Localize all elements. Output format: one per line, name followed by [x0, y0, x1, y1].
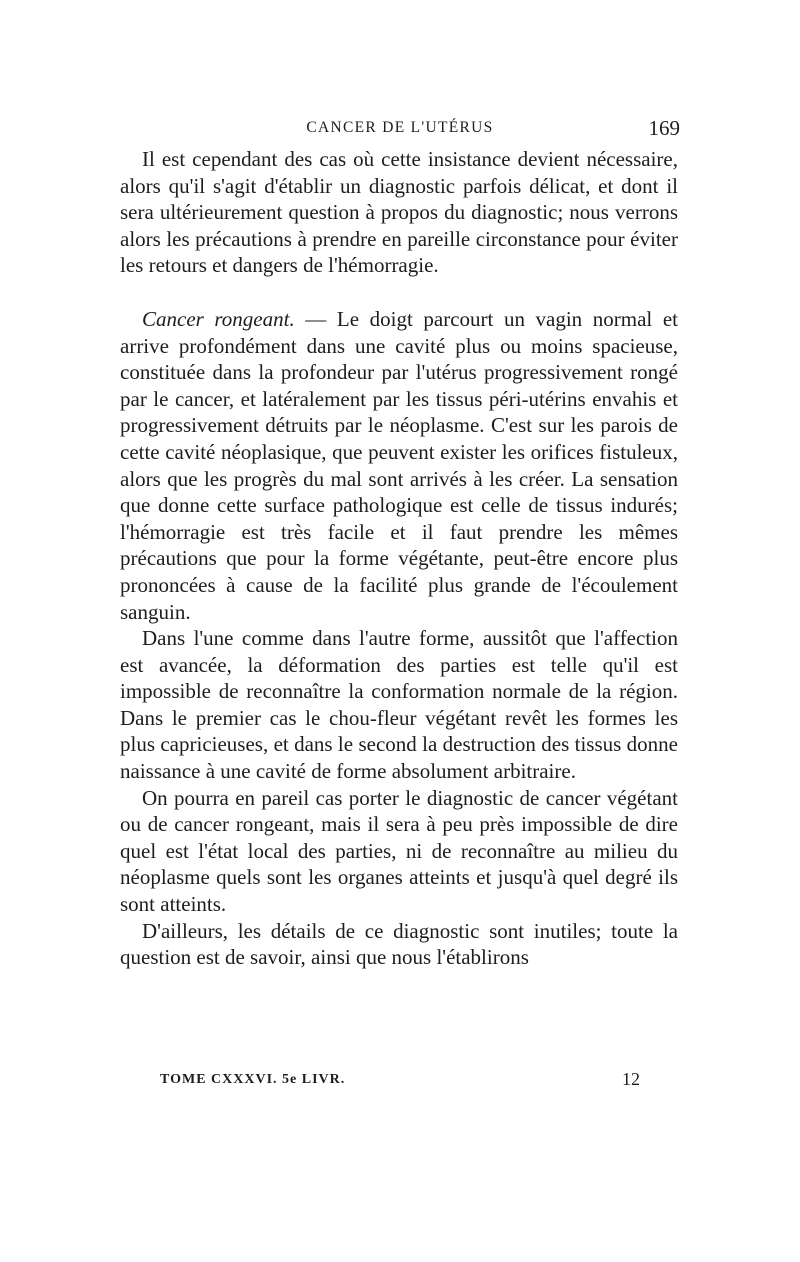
printer-signature: TOME CXXXVI. 5e LIVR. [160, 1072, 346, 1087]
running-title: CANCER DE L'UTÉRUS [306, 119, 494, 136]
paragraph-4 [120, 785, 678, 918]
paragraph-3 [120, 625, 678, 785]
page-number: 169 [648, 116, 680, 140]
paragraph-5-text: D'ailleurs, les détails de ce diagnostic sont inutiles; toute la question est de savoir, ainsi que nous l'établirons [120, 918, 678, 970]
paragraph-4-text: On pourra en pareil cas porter le diagnostic de cancer végétant ou de cancer rongeant, mais il sera à peu près impossible de dire quel est l'état local des parties, ni de reconnaître au milieu du néoplasme quels sont les organes atteints et jusqu'à quel degré ils sont atteints. [120, 785, 678, 917]
paragraph-1 [120, 146, 678, 279]
signature-number: 12 [622, 1069, 640, 1089]
body-text [120, 146, 678, 971]
page-footer [120, 1069, 678, 1091]
paragraph-2-text: — Le doigt parcourt un vagin normal et arrive profondément dans une cavité plus ou moins spacieuse, constituée dans la profondeur par l'utérus progressivement rongé par le cancer, et latéralement par les tissus péri-utérins envahis et progressivement détruits par le néoplasme. C'est sur les parois de cette cavité néoplasique, que peuvent exister les orifices fistuleux, alors que les progrès du mal sont arrivés à les créer. La sensation que donne cette surface pathologique est celle de tissus indurés; l'hémorragie est très facile et il faut prendre les mêmes précautions que pour la forme végétante, peut-être encore plus prononcées à cause de la facilité plus grande de l'écoulement sanguin. [120, 306, 679, 624]
paragraph-2 [120, 306, 678, 625]
paragraph-1-text: Il est cependant des cas où cette insistance devient nécessaire, alors qu'il s'agit d'établir un diagnostic parfois délicat, et dont il sera ultérieurement question à propos du diagnostic; nous verrons alors les précautions à prendre en pareille circonstance pour éviter les retours et dangers de l'hémorragie. [120, 147, 678, 278]
section-heading-cancer-rongeant: Cancer rongeant. [142, 306, 295, 331]
running-head [120, 116, 680, 144]
paragraph-3-text: Dans l'une comme dans l'autre forme, aussitôt que l'affection est avancée, la déformation des parties est telle qu'il est impossible de reconnaître la conformation normale de la région. Dans le premier cas le chou-fleur végétant revêt les formes les plus capricieuses, et dans le second la destruction des tissus donne naissance à une cavité de forme absolument arbitraire. [120, 626, 678, 784]
paragraph-5 [120, 918, 678, 971]
